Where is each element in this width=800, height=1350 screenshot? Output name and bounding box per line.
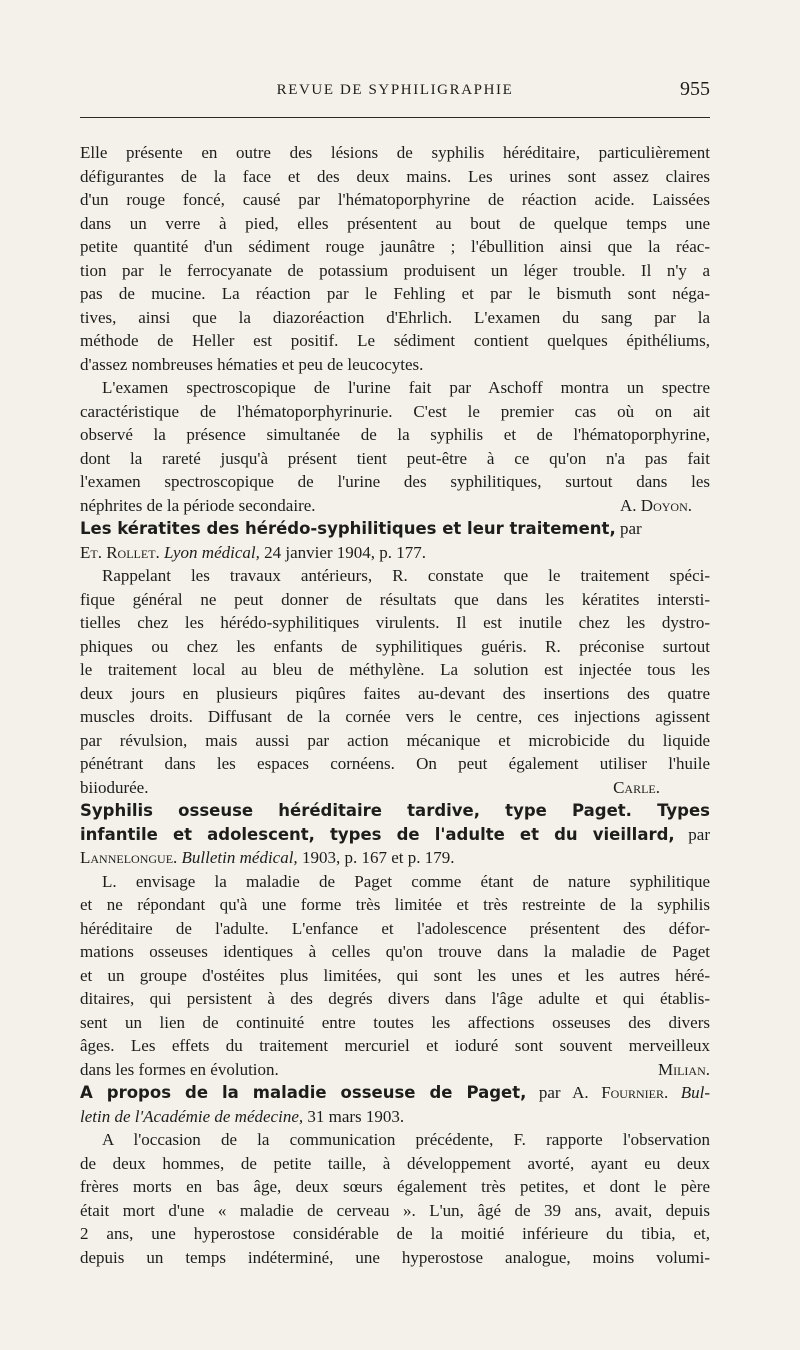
text-line: L. envisage la maladie de Paget comme étant de nature syphilitique	[102, 871, 710, 891]
text-line: mations osseuses identiques à celles qu'on trouve dans la maladie de Paget	[80, 942, 710, 961]
article-3-journal-part-1: Bul-	[680, 1083, 710, 1102]
article-1-citation: 24 janvier 1904, p. 177.	[259, 542, 427, 562]
text-line: pas de mucine. La réaction par le Fehling et par le bismuth sont néga-	[80, 284, 710, 303]
text-line: le traitement local au bleu de méthylène. La solution est injectée tous les	[80, 660, 710, 679]
article-2-par: par	[674, 824, 710, 844]
paragraph-3	[80, 564, 710, 799]
article-1-heading	[80, 517, 710, 564]
article-3-citation: 31 mars 1903.	[303, 1106, 405, 1126]
text-line: dans un verre à pied, elles présentent au bout de quelque temps une	[80, 213, 710, 233]
paragraph-5	[80, 1128, 710, 1269]
page-number: 955	[680, 78, 710, 100]
article-3-heading	[80, 1081, 710, 1128]
article-citation-line	[80, 541, 710, 565]
text-line: Rappelant les travaux antérieurs, R. constate que le traitement spéci-	[102, 566, 710, 585]
article-2-heading	[80, 799, 710, 870]
article-1-author: Et. Rollet.	[80, 542, 160, 562]
text-line: muscles droits. Diffusant de la cornée vers le centre, ces injections agissent	[80, 707, 710, 726]
article-title-line	[80, 823, 710, 847]
header-rule	[80, 117, 710, 118]
article-citation-line	[80, 846, 710, 870]
article-2-title-line-1: Syphilis osseuse héréditaire tardive, type Paget. Types	[80, 801, 710, 820]
article-title-line	[80, 1081, 710, 1105]
article-1-par: par	[615, 519, 642, 538]
text-line: d'un rouge foncé, causé par l'hématoporphyrine de réaction acide. Laissées	[80, 190, 710, 209]
text-line: frères morts en bas âge, deux sœurs également très petites, et dont le père	[80, 1177, 710, 1196]
signature-line	[80, 776, 710, 800]
text-line: petite quantité d'un sédiment rouge jaunâtre ; l'ébullition ainsi que la réac-	[80, 237, 710, 256]
text-line: par révulsion, mais aussi par action mécanique et microbicide du liquide	[80, 730, 710, 750]
article-3-par: par A.	[526, 1083, 602, 1102]
paragraph-2	[80, 376, 710, 517]
text-line: 2 ans, une hyperostose considérable de la moitié inférieure du tibia, et,	[80, 1224, 710, 1243]
article-2-journal: Bulletin médical,	[181, 848, 298, 867]
running-title: REVUE DE SYPHILIGRAPHIE	[276, 82, 514, 98]
text-line: tielles chez les hérédo-syphilitiques virulents. Il est inutile chez les dystro-	[80, 613, 710, 632]
body-text	[80, 141, 710, 1269]
text-line: d'assez nombreuses hématies et peu de leucocytes.	[80, 354, 424, 374]
text-line: fique général ne peut donner de résultats que dans les kératites intersti-	[80, 589, 710, 609]
text-line: de deux hommes, de petite taille, à développement avorté, ayant eu deux	[80, 1153, 710, 1173]
text-line: néphrites de la période secondaire.	[80, 495, 316, 515]
text-line: deux jours en plusieurs piqûres faites au-devant des insertions des quatre	[80, 683, 710, 703]
article-2-author: Lannelongue.	[80, 848, 178, 867]
text-line: et un groupe d'ostéites plus limitées, qui sont les unes et les autres héré-	[80, 965, 710, 985]
article-3-title: A propos de la maladie osseuse de Paget,	[80, 1083, 527, 1102]
text-line: A l'occasion de la communication précédente, F. rapporte l'observation	[102, 1130, 710, 1149]
text-line: phiques ou chez les enfants de syphilitiques guéris. R. préconise surtout	[80, 636, 710, 656]
text-line: pénétrant dans les espaces cornéens. On peut également utiliser l'huile	[80, 754, 710, 773]
paragraph-1	[80, 141, 710, 376]
text-line: héréditaire de l'adulte. L'enfance et l'adolescence présentent des défor-	[80, 918, 710, 938]
text-line: dans les formes en évolution.	[80, 1059, 279, 1079]
text-line: tives, ainsi que la diazoréaction d'Ehrlich. L'examen du sang par la	[80, 307, 710, 327]
paragraph-4	[80, 870, 710, 1082]
article-1-journal: Lyon médical,	[164, 542, 260, 562]
signature-doyon: A. Doyon.	[620, 495, 692, 515]
article-2-title-line-2: infantile et adolescent, types de l'adulte et du vieillard,	[80, 824, 675, 844]
running-head	[80, 78, 710, 106]
text-line: l'examen spectroscopique de l'urine des syphilitiques, surtout dans les	[80, 472, 710, 491]
text-line: Elle présente en outre des lésions de syphilis héréditaire, particulièrement	[80, 143, 710, 162]
text-line: méthode de Heller est positif. Le sédiment contient quelques épithéliums,	[80, 331, 710, 350]
text-line: observé la présence simultanée de la syphilis et de l'hématoporphyrine,	[80, 425, 710, 444]
signature-carle: Carle.	[613, 777, 660, 797]
text-line: tion par le ferrocyanate de potassium produisent un léger trouble. Il n'y a	[80, 260, 710, 280]
signature-line	[80, 494, 710, 518]
text-line: ditaires, qui persistent à des degrés divers dans l'âge adulte et qui établis-	[80, 989, 710, 1008]
article-title-line	[80, 799, 710, 823]
article-3-author: Fournier.	[601, 1083, 669, 1102]
text-line: dont la rareté jusqu'à présent tient peut-être à ce qu'on n'a pas fait	[80, 448, 710, 468]
text-line: caractéristique de l'hématoporphyrinurie. C'est le premier cas où on ait	[80, 401, 710, 421]
article-1-title: Les kératites des hérédo-syphilitiques et leur traitement,	[80, 519, 616, 538]
article-citation-line	[80, 1105, 710, 1129]
text-line: L'examen spectroscopique de l'urine fait par Aschoff montra un spectre	[102, 378, 710, 397]
text-line: sent un lien de continuité entre toutes les affections osseuses des divers	[80, 1012, 710, 1032]
signature-line	[80, 1058, 710, 1082]
text-line: et ne répondant qu'à une forme très limitée et très restreinte de la syphilis	[80, 895, 710, 914]
text-line: biiodurée.	[80, 777, 149, 797]
text-line: âges. Les effets du traitement mercuriel et ioduré sont souvent merveilleux	[80, 1036, 710, 1055]
article-3-journal-part-2: letin de l'Académie de médecine,	[80, 1106, 304, 1126]
article-title-line	[80, 517, 710, 541]
text-line: était mort d'une « maladie de cerveau ». L'un, âgé de 39 ans, avait, depuis	[80, 1200, 710, 1220]
article-2-citation: 1903, p. 167 et p. 179.	[297, 848, 455, 867]
signature-milian: Milian.	[657, 1059, 710, 1079]
text-line: depuis un temps indéterminé, une hyperostose analogue, moins volumi-	[80, 1247, 710, 1267]
text-line: défigurantes de la face et des deux mains. Les urines sont assez claires	[80, 166, 710, 186]
